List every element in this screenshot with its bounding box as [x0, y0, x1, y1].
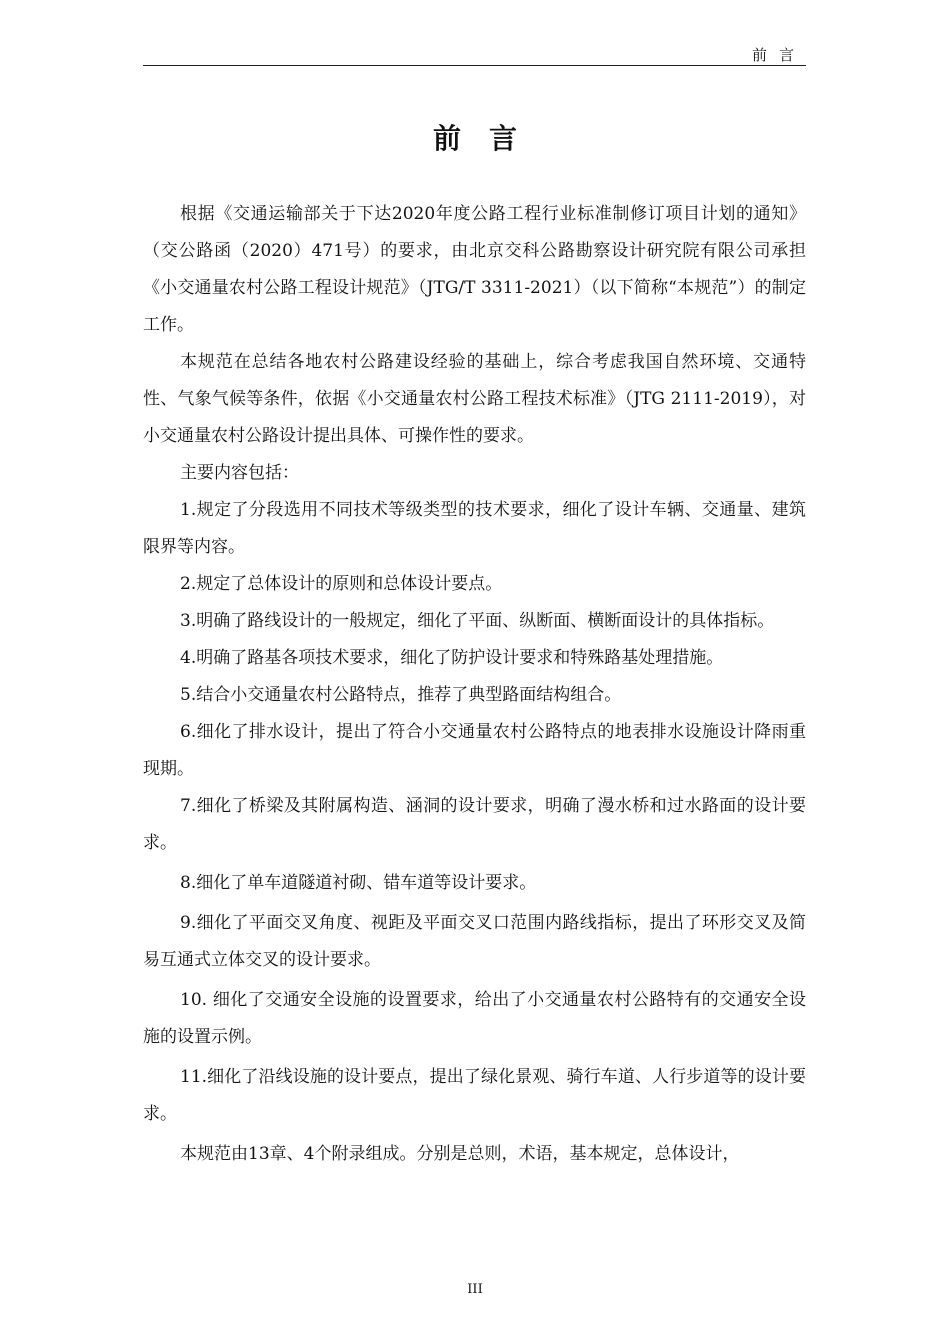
list-item-10: 10. 细化了交通安全设施的设置要求，给出了小交通量农村公路特有的交通安全设施的设置示例。 — [143, 990, 806, 1047]
list-item-5: 5.结合小交通量农村公路特点，推荐了典型路面结构组合。 — [180, 685, 622, 705]
list-item-4: 4.明确了路基各项技术要求，细化了防护设计要求和特殊路基处理措施。 — [180, 648, 724, 668]
list-item-3: 3.明确了路线设计的一般规定，细化了平面、纵断面、横断面设计的具体指标。 — [180, 611, 775, 631]
list-item-2: 2.规定了总体设计的原则和总体设计要点。 — [180, 574, 503, 594]
paragraph-basis: 本规范在总结各地农村公路建设经验的基础上，综合考虑我国自然环境、交通特性、气象气候等条件，依据《小交通量农村公路工程技术标准》（JTG 2111-2019），对小交通量农村公路设计提出具体、可操作性的要求。 — [143, 352, 806, 446]
page-number: III — [467, 1282, 483, 1297]
paragraph-contents-intro: 主要内容包括： — [180, 463, 299, 483]
list-item-1: 1.规定了分段选用不同技术等级类型的技术要求，细化了设计车辆、交通量、建筑限界等内容。 — [143, 500, 806, 557]
running-header: 前言 — [751, 46, 806, 64]
list-item-6: 6.细化了排水设计，提出了符合小交通量农村公路特点的地表排水设施设计降雨重现期。 — [143, 722, 806, 779]
page-title: 前言 — [432, 122, 545, 155]
paragraph-structure: 本规范由13章、4个附录组成。分别是总则，术语，基本规定，总体设计， — [180, 1144, 740, 1164]
body-text — [143, 196, 806, 1173]
list-item-8: 8.细化了单车道隧道衬砌、错车道等设计要求。 — [180, 873, 537, 893]
list-item-9: 9.细化了平面交叉角度、视距及平面交叉口范围内路线指标，提出了环形交叉及简易互通式立体交叉的设计要求。 — [143, 913, 806, 970]
list-item-7: 7.细化了桥梁及其附属构造、涵洞的设计要求，明确了漫水桥和过水路面的设计要求。 — [143, 796, 806, 853]
paragraph-background: 根据《交通运输部关于下达2020年度公路工程行业标准制修订项目计划的通知》（交公路函（2020）471号）的要求，由北京交科公路勘察设计研究院有限公司承担《小交通量农村公路工程设计规范》（JTG/T 3311-2021）（以下简称“本规范”）的制定工作。 — [143, 204, 806, 335]
header-rule — [143, 65, 806, 66]
list-item-11: 11.细化了沿线设施的设计要点，提出了绿化景观、骑行车道、人行步道等的设计要求。 — [143, 1067, 806, 1124]
